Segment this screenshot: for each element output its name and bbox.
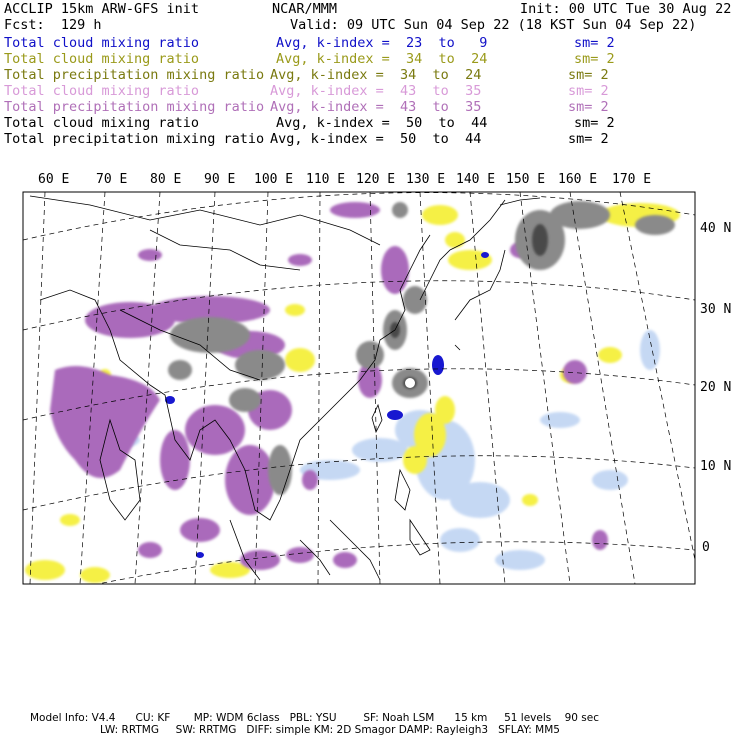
field-avg: Avg, k-index = 23 to 9 — [276, 35, 488, 51]
field-avg: Avg, k-index = 50 to 44 — [276, 115, 488, 131]
valid-time: Valid: 09 UTC Sun 04 Sep 22 (18 KST Sun 04 Sep 22) — [290, 17, 697, 33]
field-sm: sm= 2 — [574, 51, 615, 67]
latitude-label: 0 — [702, 540, 710, 555]
longitude-label: 70 E — [96, 172, 128, 187]
org-label: NCAR/MMM — [272, 1, 338, 17]
field-sm: sm= 2 — [568, 131, 609, 147]
longitude-label: 130 E — [406, 172, 446, 187]
longitude-label: 80 E — [150, 172, 182, 187]
longitude-label: 160 E — [558, 172, 598, 187]
field-name: Total cloud mixing ratio — [4, 83, 200, 99]
longitude-label: 140 E — [456, 172, 496, 187]
field-name: Total precipitation mixing ratio — [4, 67, 265, 83]
field-sm: sm= 2 — [568, 99, 609, 115]
longitude-label: 100 E — [254, 172, 294, 187]
field-avg: Avg, k-index = 43 to 35 — [270, 83, 482, 99]
field-name: Total cloud mixing ratio — [4, 35, 200, 51]
field-sm: sm= 2 — [568, 83, 609, 99]
forecast-hour: Fcst: 129 h — [4, 17, 102, 33]
longitude-label: 150 E — [506, 172, 546, 187]
longitude-label: 60 E — [38, 172, 70, 187]
field-sm: sm= 2 — [574, 35, 615, 51]
init-time: Init: 00 UTC Tue 30 Aug 22 — [520, 1, 732, 17]
field-name: Total precipitation mixing ratio — [4, 131, 265, 147]
field-name: Total precipitation mixing ratio — [4, 99, 265, 115]
latitude-label: 30 N — [700, 302, 732, 317]
model-info-line2: LW: RRTMG SW: RRTMG DIFF: simple KM: 2D Smagor DAMP: Rayleigh3 SFLAY: MM5 — [100, 724, 560, 736]
field-sm: sm= 2 — [568, 67, 609, 83]
model-title: ACCLIP 15km ARW-GFS init — [4, 1, 200, 17]
field-avg: Avg, k-index = 43 to 35 — [270, 99, 482, 115]
longitude-label: 90 E — [204, 172, 236, 187]
latitude-label: 40 N — [700, 221, 732, 236]
field-sm: sm= 2 — [574, 115, 615, 131]
field-avg: Avg, k-index = 50 to 44 — [270, 131, 482, 147]
latitude-label: 10 N — [700, 459, 732, 474]
longitude-label: 120 E — [356, 172, 396, 187]
field-name: Total cloud mixing ratio — [4, 51, 200, 67]
field-avg: Avg, k-index = 34 to 24 — [276, 51, 488, 67]
field-name: Total cloud mixing ratio — [4, 115, 200, 131]
model-info-line1: Model Info: V4.4 CU: KF MP: WDM 6class PBL: YSU SF: Noah LSM 15 km 51 levels 90 sec — [30, 712, 599, 724]
field-avg: Avg, k-index = 34 to 24 — [270, 67, 482, 83]
latitude-label: 20 N — [700, 380, 732, 395]
typhoon-eye — [405, 378, 415, 388]
longitude-label: 110 E — [306, 172, 346, 187]
longitude-label: 170 E — [612, 172, 652, 187]
